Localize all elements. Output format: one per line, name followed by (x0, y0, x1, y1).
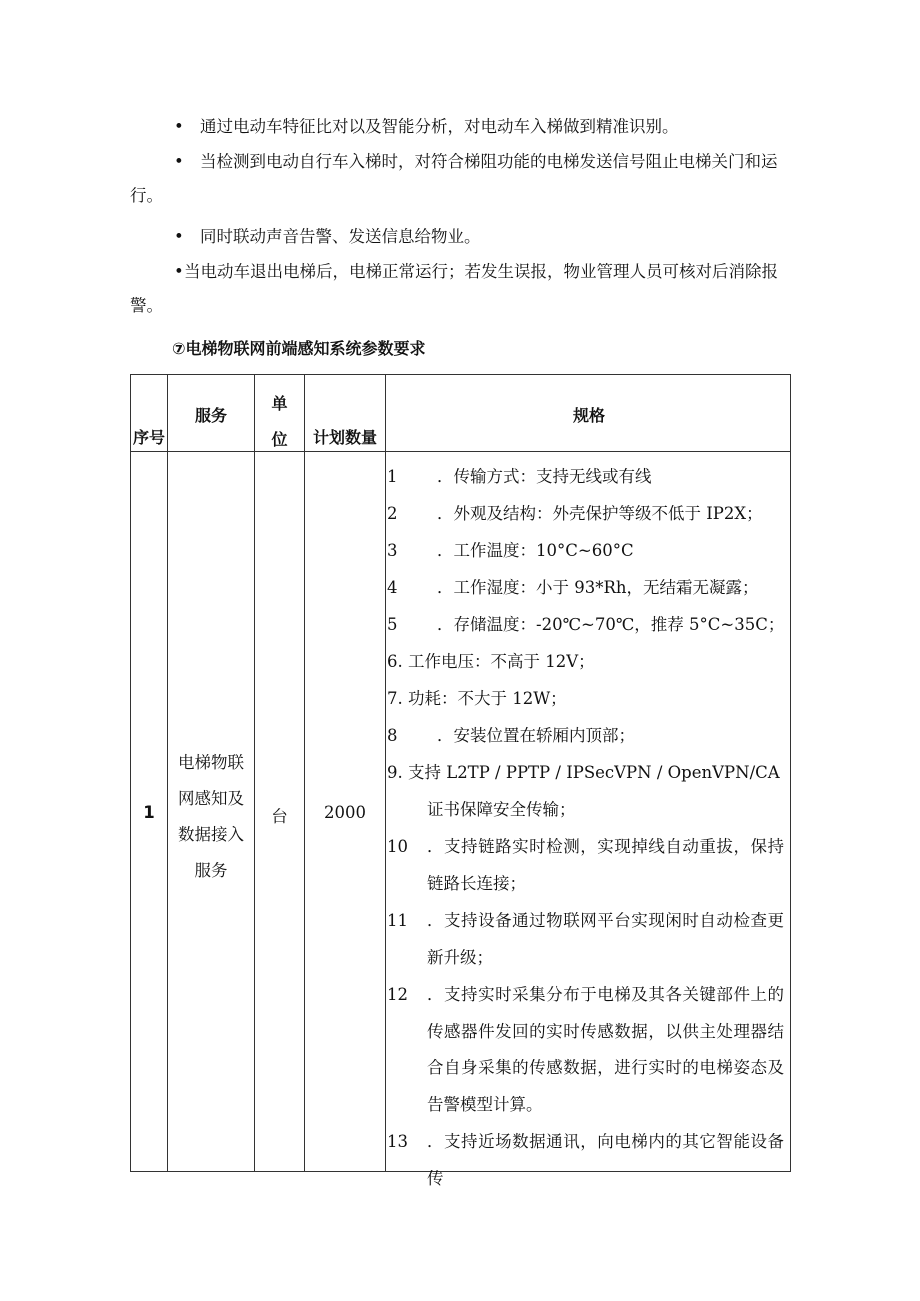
spec-list: 1 ．传输方式：支持无线或有线 2 ．外观及结构：外壳保护等级不低于 IP2X； 3 ．工作温度：10°C~60°C 4 ．工作湿度：小于 93*Rh，无结霜无凝露； 5 ．存储温度：-20℃~70℃，推荐 5°C~35C； 6. 工作电压：不高于 12V； 7. 功耗：不大于 12W； 8 ．安装位置在轿厢内顶部； 9. 支持 L2TP / PPTP / IPSecVPN / OpenVPN/CA 证书保障安全传输； 10 ．支持链路实时检测，实现掉线自动重拔，保持链路长连接； 11 ．支持设备通过物联网平台实现闲时自动检查更新升级； 12 ．支持实时采集分布于电梯及其各关键部件上的传感器件发回的实时传感数据，以供主处理器结合自身采集的传感数据，进行实时的电梯姿态及告警模型计算。 13 ．支持近场数据通讯，向电梯内的其它智能设备传 (387, 467, 785, 1188)
spec-table (130, 374, 791, 1188)
row-unit: 台 (271, 807, 288, 826)
header-index: 序号 (132, 428, 165, 447)
header-unit-bottom: 位 (271, 430, 288, 449)
bullet-mark: • (174, 227, 184, 246)
bullet-text: 通过电动车特征比对以及智能分析，对电动车入梯做到精准识别。 (200, 117, 679, 136)
bullet-mark: • (174, 117, 184, 136)
header-spec: 规格 (572, 406, 605, 425)
section-title: ⑦电梯物联网前端感知系统参数要求 (172, 339, 426, 358)
bullet-mark: • (174, 152, 184, 171)
row-service: 电梯物联网感知及数据接入服务 (178, 753, 244, 880)
bullet-paragraph-4 (130, 255, 800, 323)
header-qty: 计划数量 (312, 428, 377, 447)
bullet-text: 当电动车退出电梯后，电梯正常运行；若发生误报，物业管理人员可核对后消除报警。 (130, 262, 778, 315)
row-index: 1 (143, 803, 155, 822)
bullet-paragraph-2 (130, 145, 800, 213)
bullet-paragraph-3 (130, 220, 800, 254)
header-unit-top: 单 (271, 394, 288, 413)
bullet-text: 同时联动声音告警、发送信息给物业。 (200, 227, 481, 246)
header-service: 服务 (194, 406, 227, 425)
bullet-mark: • (174, 262, 184, 281)
bullet-paragraph-1 (130, 110, 800, 144)
bullet-text: 当检测到电动自行车入梯时，对符合梯阻功能的电梯发送信号阻止电梯关门和运行。 (130, 152, 778, 205)
row-qty: 2000 (324, 803, 366, 822)
